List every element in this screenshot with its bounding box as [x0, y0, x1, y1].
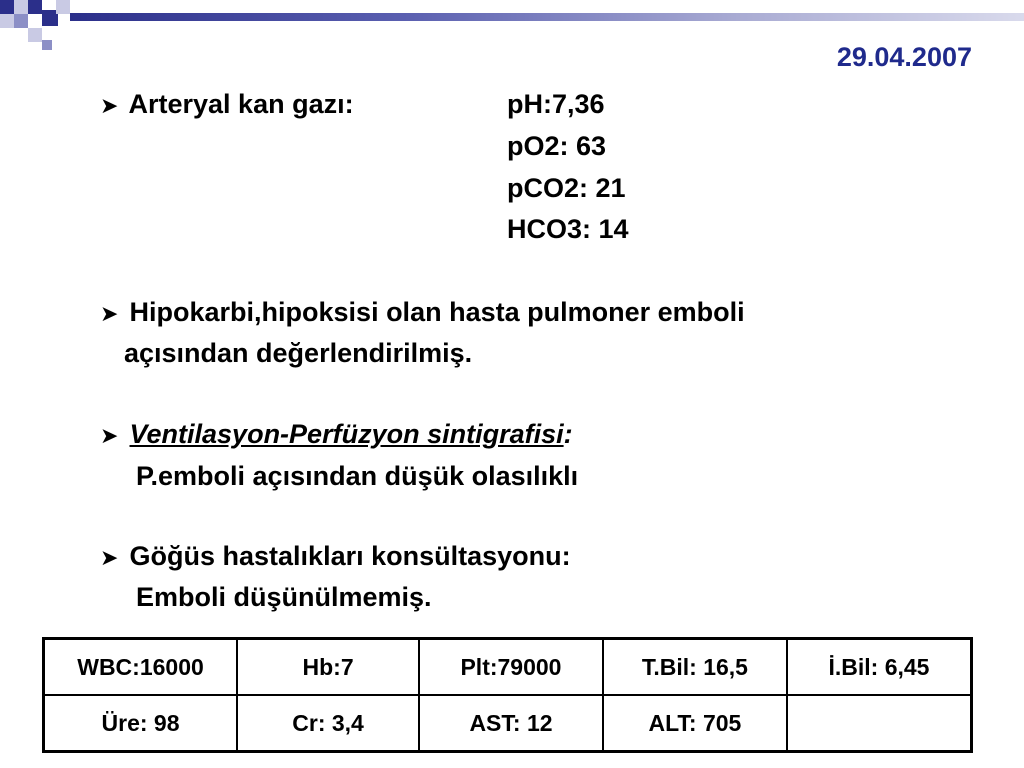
bullet-1-line [100, 88, 354, 122]
decor-square [28, 28, 42, 42]
vq-scan-title: Ventilasyon-Perfüzyon sintigrafisi [129, 419, 564, 449]
table-row [44, 695, 972, 752]
table-cell: T.Bil: 16,5 [603, 639, 787, 696]
decor-square [0, 0, 14, 14]
table-cell: Üre: 98 [44, 695, 238, 752]
arrow-bullet-icon: ➤ [100, 93, 119, 118]
table-cell: Cr: 3,4 [237, 695, 419, 752]
bullet-4-text: Göğüs hastalıkları konsültasyonu: [129, 541, 571, 571]
vq-scan-colon: : [563, 419, 573, 449]
arrow-bullet-icon: ➤ [100, 301, 119, 326]
decor-square [42, 40, 52, 50]
table-cell: İ.Bil: 6,45 [787, 639, 972, 696]
abg-hco3: HCO3: 14 [507, 214, 629, 244]
vq-scan-result: P.emboli açısından düşük olasılıklı [136, 461, 579, 491]
table-cell: Plt:79000 [419, 639, 603, 696]
table-row [44, 639, 972, 696]
abg-label: Arteryal kan gazı: [128, 89, 354, 119]
header-gradient-bar [70, 13, 1024, 21]
bullet-3-line [100, 418, 573, 452]
slide-date: 29.04.2007 [836, 42, 972, 72]
table-cell: Hb:7 [237, 639, 419, 696]
bullet-2-line [100, 296, 745, 330]
bullet-2-text: Hipokarbi,hipoksisi olan hasta pulmoner emboli [129, 297, 745, 327]
table-cell: ALT: 705 [603, 695, 787, 752]
arrow-bullet-icon: ➤ [100, 545, 119, 570]
bullet-4-line [100, 540, 571, 574]
abg-po2: pO2: 63 [507, 131, 607, 161]
table-cell: WBC:16000 [44, 639, 238, 696]
table-cell: AST: 12 [419, 695, 603, 752]
lab-results-table [42, 637, 973, 753]
table-cell [787, 695, 972, 752]
bullet-4-continuation: Emboli düşünülmemiş. [136, 582, 432, 612]
bullet-2-continuation: açısından değerlendirilmiş. [124, 338, 473, 368]
abg-pco2: pCO2: 21 [507, 173, 626, 203]
decor-square [14, 0, 28, 14]
decor-square [0, 14, 14, 28]
decor-square [56, 0, 70, 14]
decor-square [28, 0, 42, 14]
abg-ph: pH:7,36 [507, 89, 605, 119]
decor-square [14, 14, 28, 28]
arrow-bullet-icon: ➤ [100, 423, 119, 448]
